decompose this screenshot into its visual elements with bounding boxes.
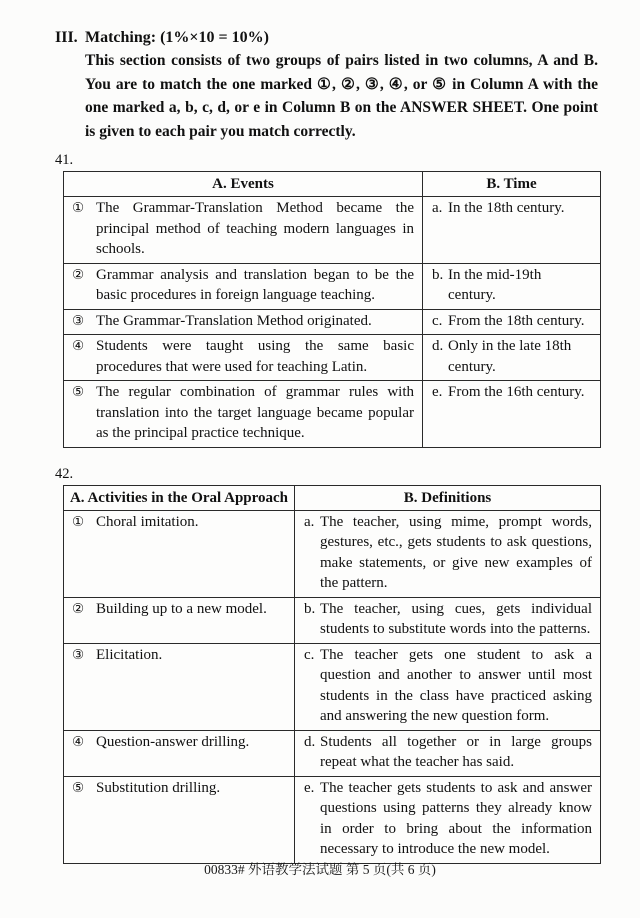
- option-letter: b.: [432, 266, 444, 283]
- table-header-row: [64, 172, 601, 197]
- definition-text: The teacher gets one student to ask a question and another to answer until most students in the class have practiced asking and answering the new question form.: [320, 646, 592, 724]
- activity-text: Building up to a new model.: [96, 600, 267, 617]
- q42-definition-cell-e: [295, 776, 601, 863]
- q41-time-cell-b: [423, 263, 601, 309]
- circled-number: ④: [72, 338, 85, 354]
- option-letter: d.: [432, 338, 444, 354]
- section-title: Matching: (1%×10 = 10%): [85, 29, 269, 46]
- option-letter: b.: [304, 600, 316, 617]
- table-row: [64, 335, 601, 381]
- option-letter: d.: [304, 733, 316, 750]
- q41-time-cell-d: [423, 335, 601, 381]
- option-letter: a.: [304, 513, 315, 530]
- time-text: In the 18th century.: [448, 200, 565, 216]
- q41-time-cell-a: [423, 197, 601, 264]
- time-text: From the 18th century.: [448, 312, 585, 329]
- q42-column-a-header: A. Activities in the Oral Approach: [64, 485, 295, 510]
- question-41-label: 41.: [55, 152, 74, 168]
- activity-text: Choral imitation.: [96, 513, 199, 530]
- event-text: Students were taught using the same basic procedures that were used for teaching Latin.: [96, 338, 414, 375]
- circled-number: ③: [72, 646, 85, 663]
- page-footer: 00833# 外语教学法试题 第 5 页(共 6 页): [204, 862, 436, 877]
- q42-activity-cell-1: [64, 510, 295, 597]
- option-letter: e.: [432, 384, 443, 400]
- question-41-table: [63, 171, 601, 448]
- table-row: [64, 381, 601, 448]
- section-title-line: [55, 27, 600, 49]
- circled-number: ⑤: [72, 384, 85, 400]
- q42-activity-cell-4: [64, 730, 295, 776]
- question-42-label: 42.: [55, 465, 74, 482]
- q42-definition-cell-d: [295, 730, 601, 776]
- event-text: The Grammar-Translation Method became the principal method of teaching modern languages in schools.: [96, 200, 414, 257]
- q42-activity-cell-5: [64, 776, 295, 863]
- q41-column-a-header: A. Events: [64, 172, 423, 197]
- q41-time-cell-c: [423, 309, 601, 335]
- time-text: In the mid-19th century.: [448, 266, 542, 303]
- table-row: [64, 776, 601, 863]
- event-text: Grammar analysis and translation began to be the basic procedures in foreign language teaching.: [96, 266, 414, 303]
- circled-number: ⑤: [72, 779, 85, 796]
- q41-event-cell-3: [64, 309, 423, 335]
- circled-number: ②: [72, 600, 85, 617]
- q42-definition-cell-a: [295, 510, 601, 597]
- q41-event-cell-1: [64, 197, 423, 264]
- circled-number: ①: [72, 200, 85, 216]
- table-row: [64, 263, 601, 309]
- q42-definition-cell-c: [295, 643, 601, 730]
- q42-activity-cell-3: [64, 643, 295, 730]
- table-header-row: [64, 485, 601, 510]
- q41-time-cell-e: [423, 381, 601, 448]
- option-letter: c.: [432, 312, 443, 329]
- option-letter: e.: [304, 779, 315, 796]
- table-row: [64, 510, 601, 597]
- section-instructions: This section consists of two groups of pairs listed in two columns, A and B. You are to match the one marked ①, ②, ③, ④, or ⑤ in Column A with the one marked a, b, c, d, or e in Column B on the ANSWER SHEET. One point is given to each pair you match correctly.: [85, 52, 598, 140]
- time-text: From the 16th century.: [448, 384, 585, 400]
- circled-number: ①: [72, 513, 85, 530]
- q41-event-cell-5: [64, 381, 423, 448]
- event-text: The regular combination of grammar rules with translation into the target language became popular as the principal practice technique.: [96, 384, 414, 441]
- definition-text: The teacher gets students to ask and answer questions using patterns they already know in order to bring about the information necessary to introduce the new model.: [320, 779, 592, 857]
- event-text: The Grammar-Translation Method originated.: [96, 312, 372, 329]
- activity-text: Elicitation.: [96, 646, 163, 663]
- table-row: [64, 197, 601, 264]
- table-row: [64, 643, 601, 730]
- definition-text: The teacher, using cues, gets individual students to substitute words into the patterns.: [320, 600, 592, 637]
- q41-column-b-header: B. Time: [423, 172, 601, 197]
- q41-event-cell-4: [64, 335, 423, 381]
- section-heading: [55, 27, 600, 143]
- q41-event-cell-2: [64, 263, 423, 309]
- time-text: Only in the late 18th century.: [448, 338, 572, 375]
- option-letter: c.: [304, 646, 315, 663]
- circled-number: ③: [72, 312, 85, 329]
- circled-number: ④: [72, 733, 85, 750]
- activity-text: Substitution drilling.: [96, 779, 221, 796]
- question-42-table: [63, 485, 601, 864]
- option-letter: a.: [432, 200, 443, 216]
- definition-text: The teacher, using mime, prompt words, gestures, etc., gets students to ask questions, make statements, or give new examples of the pattern.: [320, 513, 592, 591]
- definition-text: Students all together or in large groups repeat what the teacher has said.: [320, 733, 592, 770]
- activity-text: Question-answer drilling.: [96, 733, 250, 750]
- q42-definition-cell-b: [295, 597, 601, 643]
- q42-activity-cell-2: [64, 597, 295, 643]
- table-row: [64, 309, 601, 335]
- circled-number: ②: [72, 266, 85, 283]
- section-number: III.: [55, 29, 78, 46]
- table-row: [64, 730, 601, 776]
- table-row: [64, 597, 601, 643]
- q42-column-b-header: B. Definitions: [295, 485, 601, 510]
